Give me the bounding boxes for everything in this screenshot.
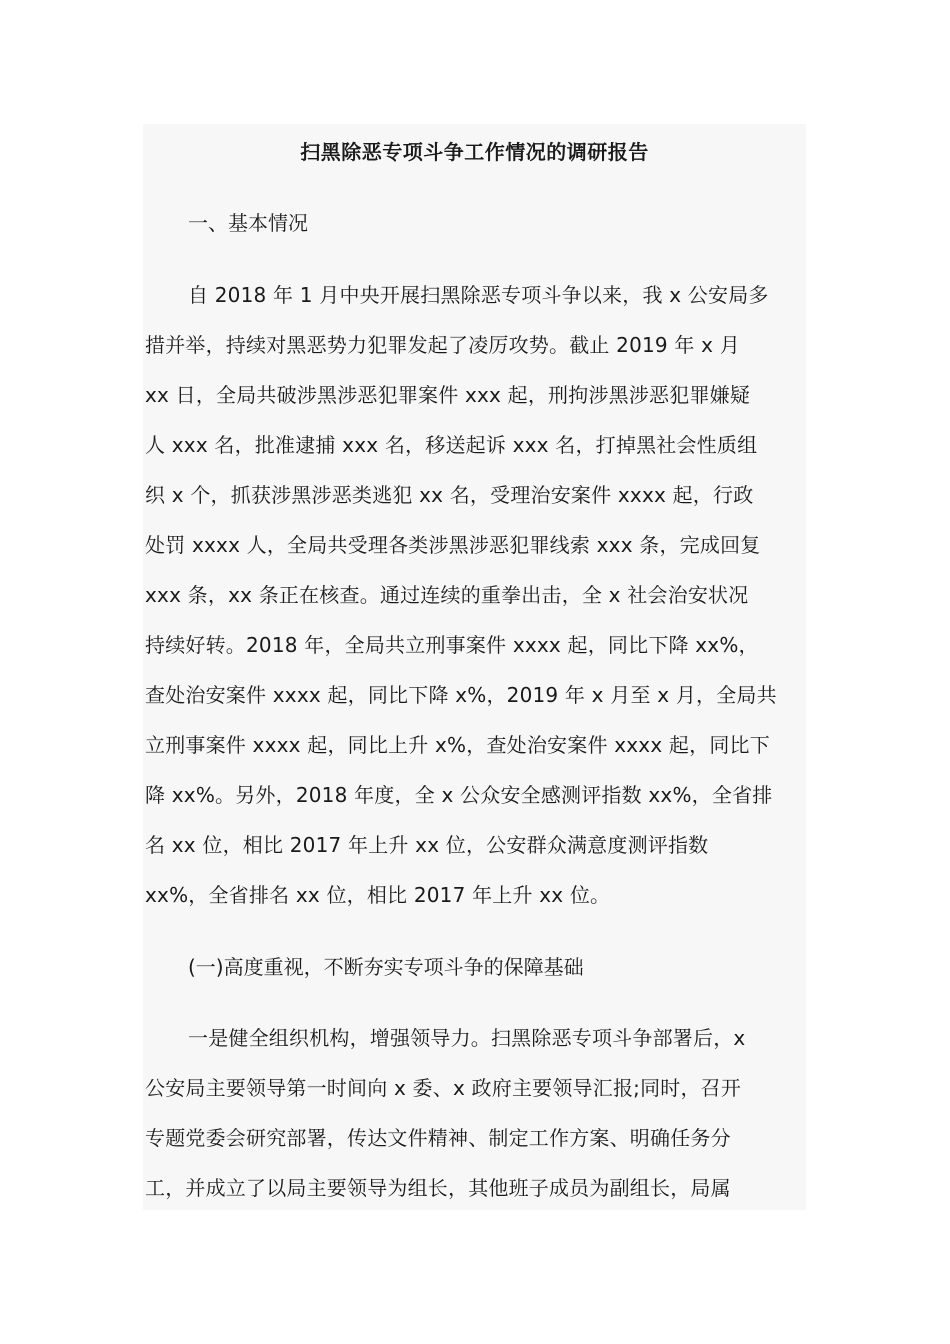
paragraph-line: xx 日，全局共破涉黑涉恶犯罪案件 xxx 起，刑拘涉黑涉恶犯罪嫌疑 xyxy=(145,383,751,407)
paragraph-line: 措并举，持续对黑恶势力犯罪发起了凌厉攻势。截止 2019 年 x 月 xyxy=(145,333,740,357)
paragraph-line: 公安局主要领导第一时间向 x 委、x 政府主要领导汇报;同时，召开 xyxy=(145,1076,742,1100)
paragraph-line: 立刑事案件 xxxx 起，同比上升 x%，查处治安案件 xxxx 起，同比下 xyxy=(145,733,770,757)
paragraph-line: xxx 条，xx 条正在核查。通过连续的重拳出击，全 x 社会治安状况 xyxy=(145,583,749,607)
subsection-heading: (一)高度重视，不断夯实专项斗争的保障基础 xyxy=(188,955,584,979)
paragraph-line: 降 xx%。另外，2018 年度，全 x 公众安全感测评指数 xx%，全省排 xyxy=(145,783,773,807)
paragraph-line: 工，并成立了以局主要领导为组长，其他班子成员为副组长，局属 xyxy=(145,1176,731,1200)
paragraph-line: 查处治安案件 xxxx 起，同比下降 x%，2019 年 x 月至 x 月，全局共 xyxy=(145,683,777,707)
paragraph-line: 名 xx 位，相比 2017 年上升 xx 位，公安群众满意度测评指数 xyxy=(145,833,709,857)
paragraph-line: xx%，全省排名 xx 位，相比 2017 年上升 xx 位。 xyxy=(145,883,611,907)
paragraph-line: 处罚 xxxx 人，全局共受理各类涉黑涉恶犯罪线索 xxx 条，完成回复 xyxy=(145,533,761,557)
paragraph-line: 一是健全组织机构，增强领导力。扫黑除恶专项斗争部署后，x xyxy=(188,1026,746,1050)
paragraph-line: 持续好转。2018 年，全局共立刑事案件 xxxx 起，同比下降 xx%， xyxy=(145,633,759,657)
paragraph-line: 自 2018 年 1 月中央开展扫黑除恶专项斗争以来，我 x 公安局多 xyxy=(188,283,769,307)
document-title: 扫黑除恶专项斗争工作情况的调研报告 xyxy=(300,140,649,164)
section-heading: 一、基本情况 xyxy=(188,211,308,235)
paragraph-line: 专题党委会研究部署，传达文件精神、制定工作方案、明确任务分 xyxy=(145,1126,731,1150)
paragraph-line: 人 xxx 名，批准逮捕 xxx 名，移送起诉 xxx 名，打掉黑社会性质组 xyxy=(145,433,758,457)
paragraph-basic-situation xyxy=(145,270,806,920)
document-page xyxy=(143,124,806,1210)
paragraph-line: 织 x 个，抓获涉黑涉恶类逃犯 xx 名，受理治安案件 xxxx 起，行政 xyxy=(145,483,754,507)
paragraph-organization xyxy=(145,1013,806,1210)
